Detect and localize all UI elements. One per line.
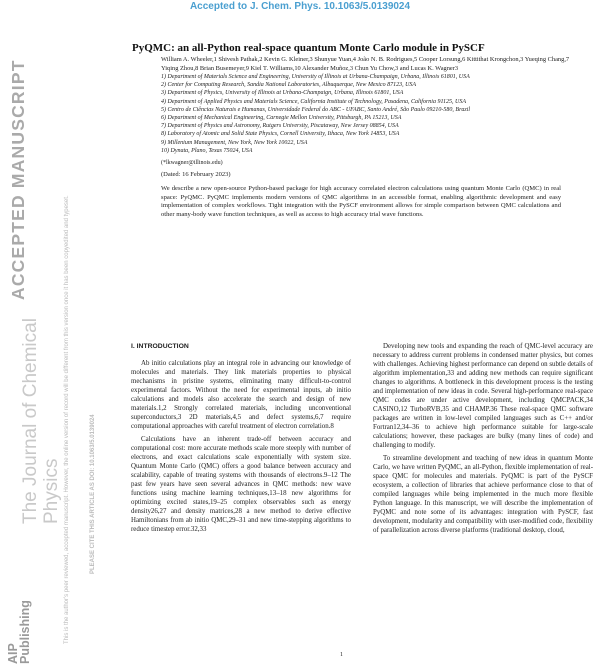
affiliation: 5) Centro de Ciências Naturais e Humanas, Universidade Federal do ABC - UFABC, Santo André, São Paulo 09210-580, Brazil [161, 106, 471, 113]
affiliation: 2) Center for Computing Research, Sandia National Laboratories, Albuquerque, New Mexico 87123, USA [161, 82, 417, 89]
affiliation: 10) Dynata, Plano, Texas 75024, USA [161, 147, 253, 154]
affiliations [161, 73, 521, 155]
contact-email[interactable]: (*lkwagner@illinois.edu) [161, 160, 223, 167]
affiliation: 8) Laboratory of Atomic and Solid State Physics, Cornell University, Ithaca, New York 14853, USA [161, 131, 400, 138]
paragraph: Calculations have an inherent trade-off between accuracy and computational cost: more accurate methods scale more steeply with number of electrons, and exact calculations scale exponentially with system size. Quantum Monte Carlo (QMC) offers a good balance between accuracy and scalability, capable of treating systems with thousands of electrons.9–12 The past few years have seen several advances in QMC methods: new wave functions using machine learning techniques,13–18 new algorithms for optimizing excited states,19–25 complex observables such as energy density26,27 and density matrices,28 a new method to derive effective Hamiltonians from ab initio QMC,29–31 and new time-stepping algorithms to reduce timestep error.32,33 [131, 436, 351, 533]
dated-line: (Dated: 16 February 2023) [161, 171, 231, 179]
affiliation: 1) Department of Materials Science and Engineering, University of Illinois at Urbana-Champaign, Urbana, Illinois 61801, USA [161, 74, 470, 80]
affiliation: 9) Millenium Management, New York, New York 10022, USA [161, 139, 308, 146]
journal-name: The Journal of Chemical Physics [20, 318, 62, 524]
affiliation: 7) Department of Physics and Astronomy, Rutgers University, Piscataway, New Jersey 08854, USA [161, 123, 399, 130]
paper-title: PyQMC: an all-Python real-space quantum Monte Carlo module in PySCF [132, 42, 485, 54]
page-number: 1 [340, 652, 343, 658]
section-heading: I. INTRODUCTION [131, 343, 189, 350]
accepted-manuscript-label: ACCEPTED MANUSCRIPT [8, 59, 28, 300]
manuscript-disclaimer: This is the author's peer reviewed, accepted manuscript. However, the online version of record will be different from this version once it has been copyedited and typeset. [64, 195, 70, 644]
paragraph: To streamline development and teaching of new ideas in quantum Monte Carlo, we have written PyQMC, an all-Python, flexible implementation of real-space QMC for molecules and materials. PyQMC is part of the PySCF ecosystem, a collection of libraries that achieve performance close to that of compiled languages while being implemented in the much more flexible Python language. In this manuscript, we will describe the implementation of PyQMC and note some of its advantages: integration with PySCF, fast development, modularity and compatibility with user-modified code, flexibility of parallelization across diverse platforms (traditional desktop, cloud, [373, 455, 593, 534]
accepted-banner: Accepted to J. Chem. Phys. 10.1063/5.0139024 [189, 1, 411, 12]
paper-content [123, 14, 593, 534]
cite-as-doi: PLEASE CITE THIS ARTICLE AS DOI: 10.1063/5.0139024 [90, 414, 96, 574]
author-list: William A. Wheeler,1 Shivesh Pathak,2 Kevin G. Kleiner,3 Shunyue Yuan,4 João N. B. Rodrigues,5 Cooper Lorsung,6 Kittithat Krongchon,3 Yueqing Chang,7 Yiqing Zhou,8 Brian Busemeyer,9 Kiel T. Williams,10 Alexander Muñoz,3 Chun Yu Chow,3 and Lucas K. Wagner3 [161, 56, 570, 72]
paragraph: Developing new tools and expanding the reach of QMC-level accuracy are necessary to address current problems in condensed matter physics, but comes with challenges. Achieving highest performance can depend on subtle details of algorithm implementation,33 and adding new methods can require significant changes to algorithms. A bottleneck in this development process is the testing and implementation of new ideas in code. Several high-performance real-space QMC codes are under active development, including QMCPACK,34 CASINO,12 TurboRVB,35 and CHAMP.36 These real-space QMC software packages are written in low-level compiled languages such as C++ and/or Fortran12,34–36 to achieve high performance suitable for large-scale calculations; however, these packages are bulky (many lines of code) and challenging to modify. [373, 343, 593, 449]
affiliation: 4) Department of Applied Physics and Materials Science, California Institute of Technology, Pasadena, California 91125, USA [161, 98, 467, 105]
paragraph: Ab initio calculations play an integral role in advancing our knowledge of molecules and materials. They link materials properties to physical mechanisms in pristine systems, eliminating many difficult-to-control experimental factors. Without the need for experimental inputs, ab initio calculations and models also accelerate the search and design of new materials.1,2 Strongly correlated materials, including unconventional superconductors,3 2D materials,4,5 and defect systems,6,7 require computational approaches with careful treatment of electron correlation.8 [131, 360, 351, 430]
sidebar [0, 14, 120, 667]
abstract: We describe a new open-source Python-based package for high accuracy correlated electron calculations using quantum Monte Carlo (QMC) in real space: PyQMC. PyQMC implements modern versions of QMC algorithms in an accessible format, enabling algorithmic development and easy implementation of complex workflows. Tight integration with the PySCF environment allows for simple comparison between QMC calculations and other many-body wave function techniques, as well as access to high accuracy trial wave functions. [161, 185, 561, 218]
affiliation: 6) Department of Mechanical Engineering, Carnegie Mellon University, Pittsburgh, PA 15213, USA [161, 115, 402, 122]
affiliation: 3) Department of Physics, University of Illinois at Urbana-Champaign, Urbana, Illinois 61801, USA [161, 90, 404, 97]
right-column [373, 342, 593, 539]
left-column [131, 342, 351, 539]
publisher-logo: AIP Publishing [6, 600, 32, 664]
body-columns [131, 342, 593, 539]
